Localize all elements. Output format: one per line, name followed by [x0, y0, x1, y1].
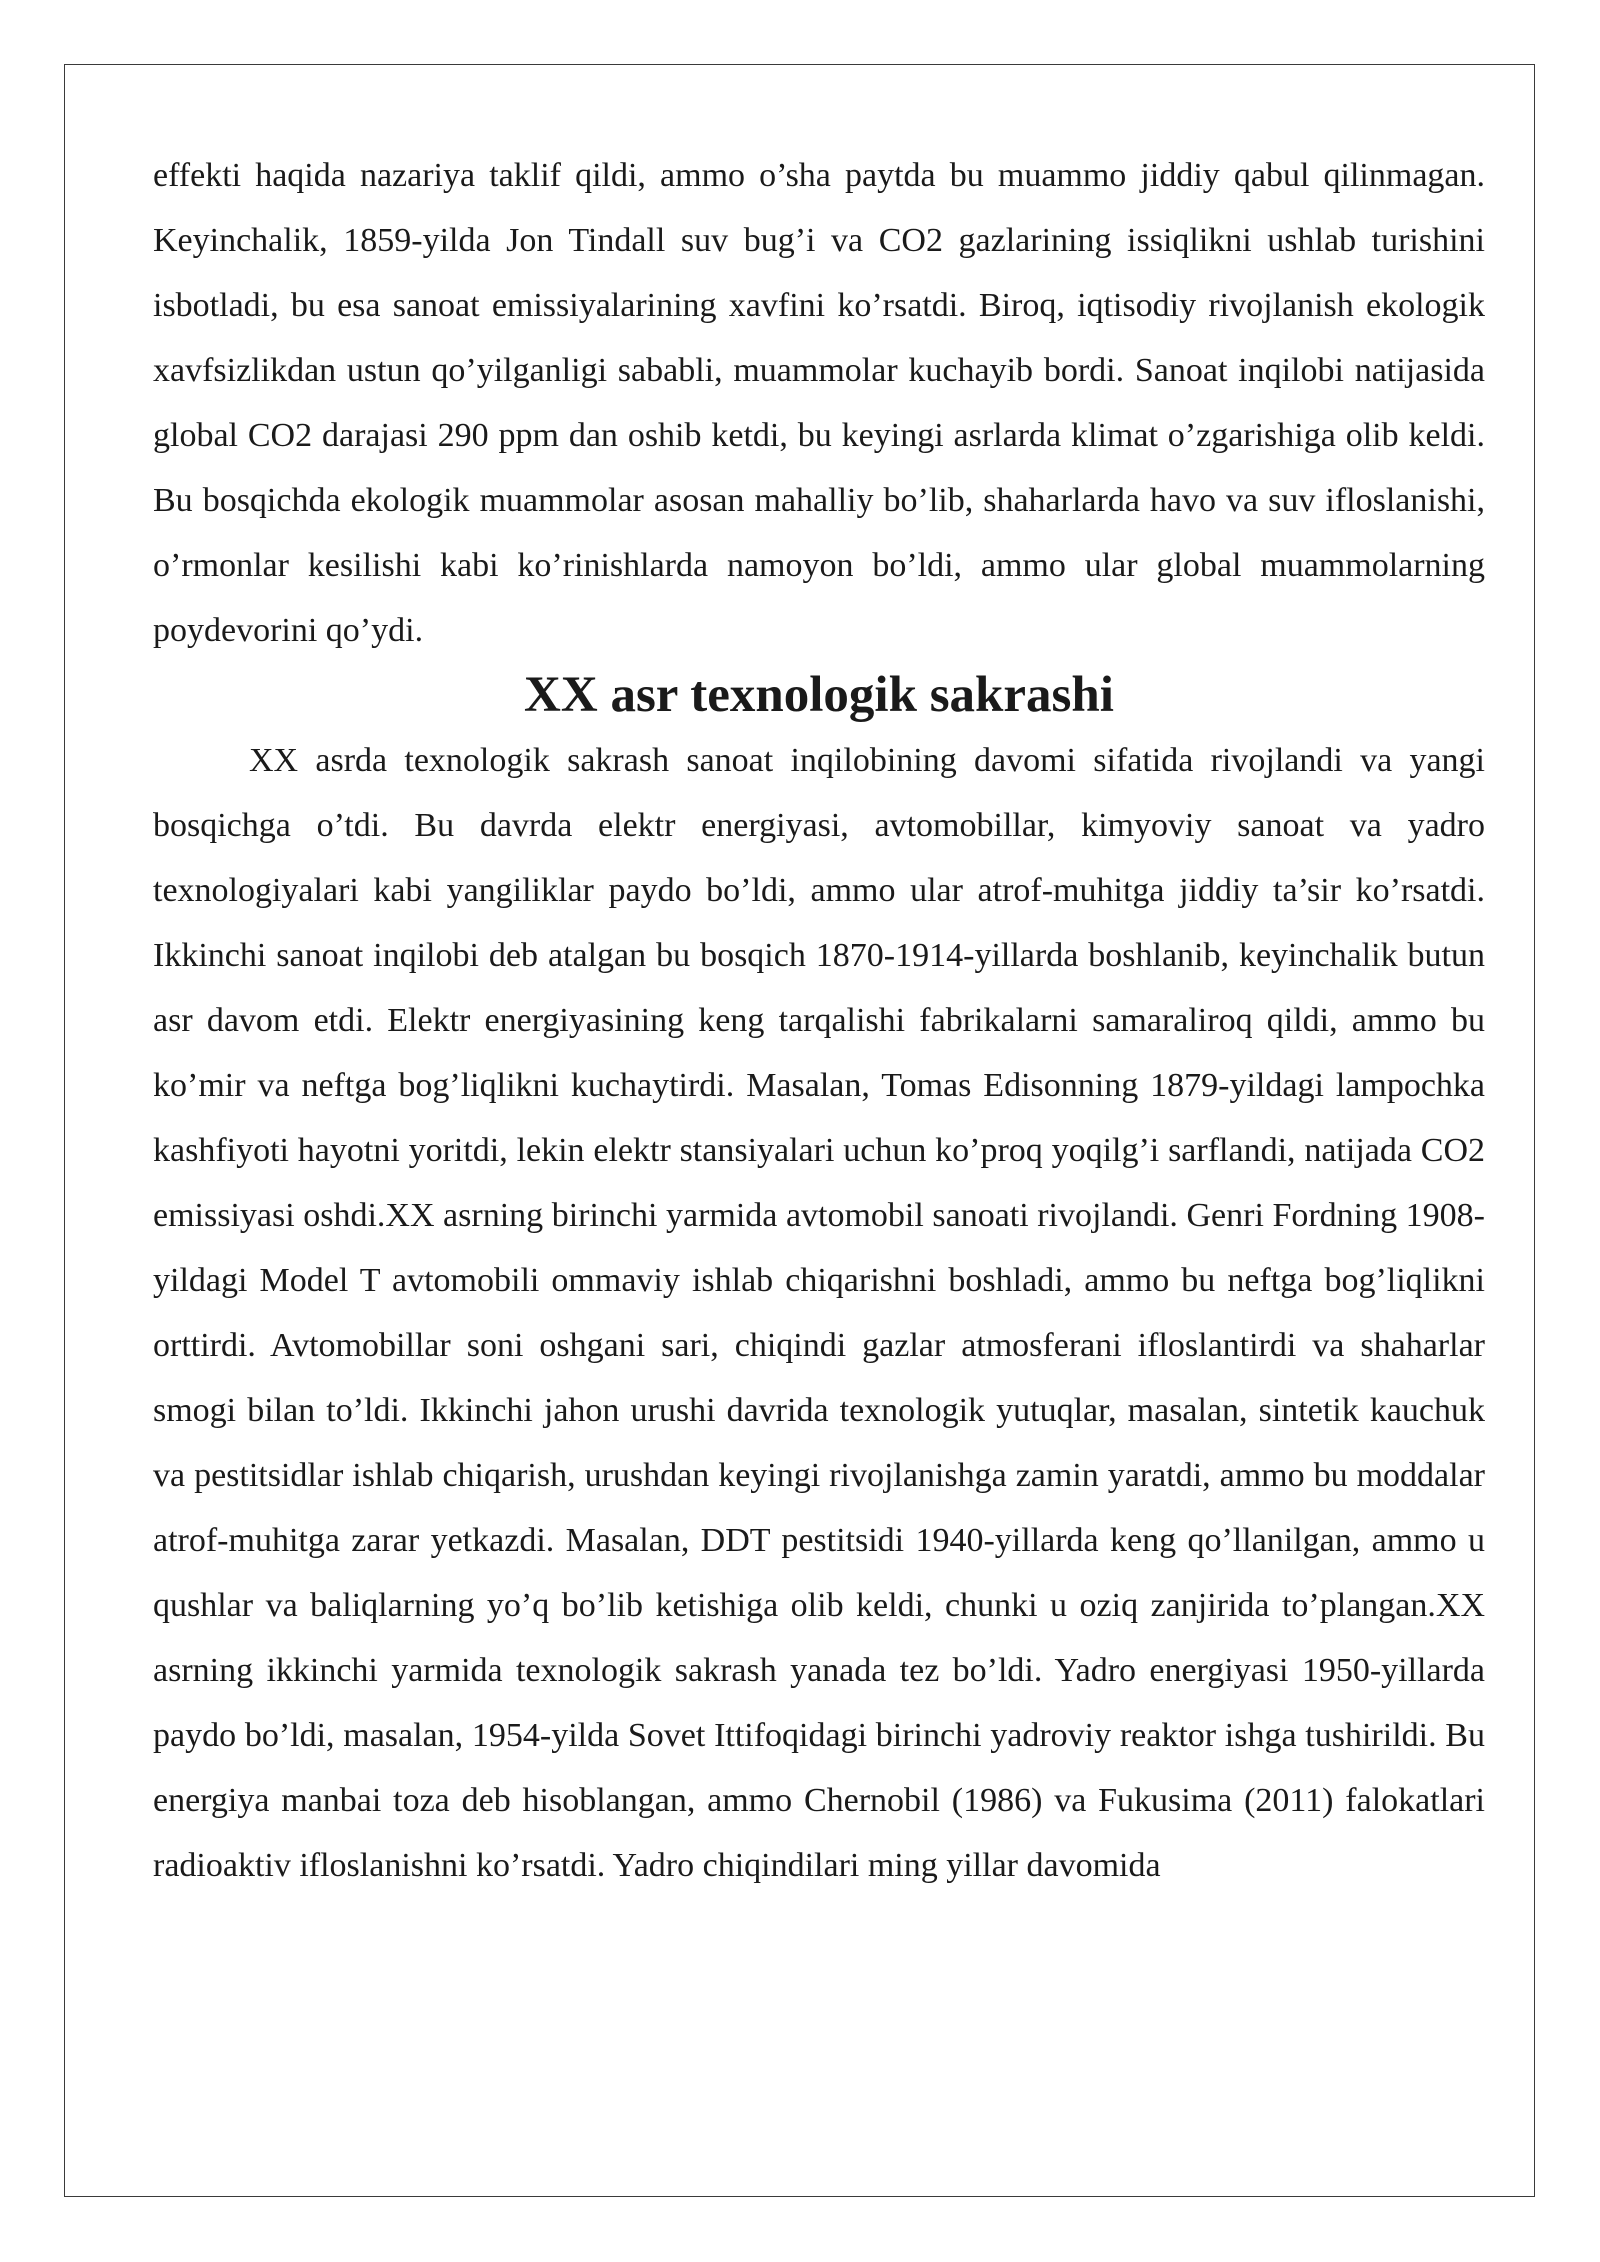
section-heading: XX asr texnologik sakrashi: [524, 667, 1114, 723]
document-body: [153, 143, 1485, 1898]
paragraph: effekti haqida nazariya taklif qildi, ammo o’sha paytda bu muammo jiddiy qabul qilinmagan. Keyinchalik, 1859-yilda Jon Tindall suv bug’i va CO2 gazlarining issiqlikni ushlab turishini isbotladi, bu esa sanoat emissiyalarining xavfini ko’rsatdi. Biroq, iqtisodiy rivojlanish ekologik xavfsizlikdan ustun qo’yilganligi sababli, muammolar kuchayib bordi. Sanoat inqilobi natijasida global CO2 darajasi 290 ppm dan oshib ketdi, bu keyingi asrlarda klimat o’zgarishiga olib keldi. Bu bosqichda ekologik muammolar asosan mahalliy bo’lib, shaharlarda havo va suv ifloslanishi, o’rmonlar kesilishi kabi ko’rinishlarda namoyon bo’ldi, ammo ular global muammolarning poydevorini qo’ydi.: [153, 157, 1485, 649]
paragraph: XX asrda texnologik sakrash sanoat inqilobining davomi sifatida rivojlandi va yangi bosqichga o’tdi. Bu davrda elektr energiyasi, avtomobillar, kimyoviy sanoat va yadro texnologiyalari kabi yangiliklar paydo bo’ldi, ammo ular atrof-muhitga jiddiy ta’sir ko’rsatdi. Ikkinchi sanoat inqilobi deb atalgan bu bosqich 1870-1914-yillarda boshlanib, keyinchalik butun asr davom etdi. Elektr energiyasining keng tarqalishi fabrikalarni samaraliroq qildi, ammo bu ko’mir va neftga bog’liqlikni kuchaytirdi. Masalan, Tomas Edisonning 1879-yildagi lampochka kashfiyoti hayotni yoritdi, lekin elektr stansiyalari uchun ko’proq yoqilg’i sarflandi, natijada CO2 emissiyasi oshdi.XX asrning birinchi yarmida avtomobil sanoati rivojlandi. Genri Fordning 1908-yildagi Model T avtomobili ommaviy ishlab chiqarishni boshladi, ammo bu neftga bog’liqlikni orttirdi. Avtomobillar soni oshgani sari, chiqindi gazlar atmosferani ifloslantirdi va shaharlar smogi bilan to’ldi. Ikkinchi jahon urushi davrida texnologik yutuqlar, masalan, sintetik kauchuk va pestitsidlar ishlab chiqarish, urushdan keyingi rivojlanishga zamin yaratdi, ammo bu moddalar atrof-muhitga zarar yetkazdi. Masalan, DDT pestitsidi 1940-yillarda keng qo’llanilgan, ammo u qushlar va baliqlarning yo’q bo’lib ketishiga olib keldi, chunki u oziq zanjirida to’plangan.XX asrning ikkinchi yarmida texnologik sakrash yanada tez bo’ldi. Yadro energiyasi 1950-yillarda paydo bo’ldi, masalan, 1954-yilda Sovet Ittifoqidagi birinchi yadroviy reaktor ishga tushirildi. Bu energiya manbai toza deb hisoblangan, ammo Chernobil (1986) va Fukusima (2011) falokatlari radioaktiv ifloslanishni ko’rsatdi. Yadro chiqindilari ming yillar davomida: [153, 742, 1485, 1884]
